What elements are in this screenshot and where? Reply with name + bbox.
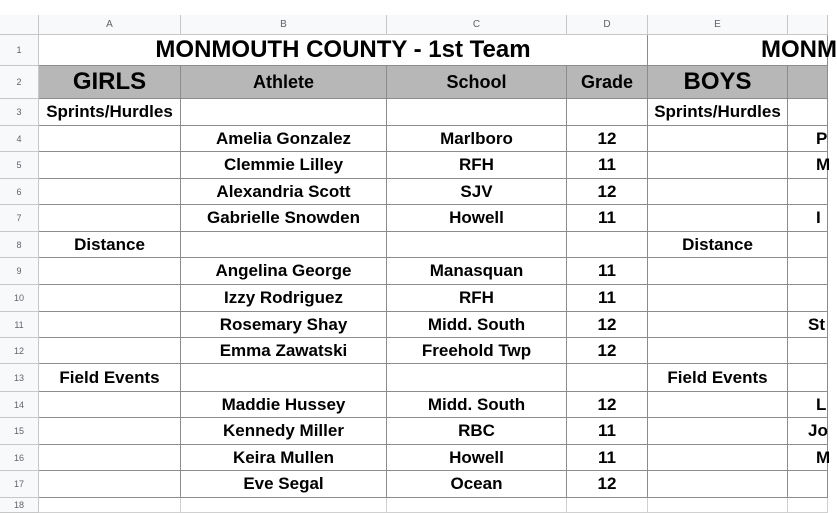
empty-cell[interactable]	[648, 312, 788, 338]
athlete-name[interactable]: Amelia Gonzalez	[181, 126, 387, 152]
athlete-grade[interactable]: 11	[567, 152, 648, 179]
empty-cell[interactable]	[648, 205, 788, 232]
athlete-grade[interactable]: 12	[567, 126, 648, 152]
athlete-grade[interactable]: 12	[567, 312, 648, 338]
athlete-grade[interactable]: 11	[567, 285, 648, 312]
athlete-grade[interactable]: 12	[567, 392, 648, 418]
boys-athlete-name[interactable]: M	[788, 445, 828, 471]
athlete-grade[interactable]: 12	[567, 471, 648, 498]
empty-cell[interactable]	[648, 179, 788, 205]
empty-cell[interactable]	[648, 258, 788, 285]
empty-cell[interactable]	[39, 445, 181, 471]
boys-athlete-name[interactable]	[788, 338, 828, 364]
column-header-c[interactable]: C	[387, 15, 567, 35]
boys-athlete-name[interactable]	[788, 179, 828, 205]
column-header-b[interactable]: B	[181, 15, 387, 35]
athlete-name[interactable]: Angelina George	[181, 258, 387, 285]
empty-cell[interactable]	[648, 285, 788, 312]
empty-cell[interactable]	[39, 205, 181, 232]
empty-cell[interactable]	[648, 445, 788, 471]
athlete-grade[interactable]: 11	[567, 205, 648, 232]
athlete-school[interactable]: Howell	[387, 205, 567, 232]
athlete-name[interactable]: Eve Segal	[181, 471, 387, 498]
row-header-4[interactable]: 4	[0, 126, 39, 152]
athlete-school[interactable]: SJV	[387, 179, 567, 205]
athlete-school[interactable]: RFH	[387, 152, 567, 179]
empty-cell[interactable]	[39, 152, 181, 179]
empty-cell[interactable]	[39, 285, 181, 312]
girls-header[interactable]: GIRLS	[39, 66, 181, 99]
row-header-5[interactable]: 5	[0, 152, 39, 179]
boys-athlete-name[interactable]	[788, 285, 828, 312]
athlete-name[interactable]: Keira Mullen	[181, 445, 387, 471]
empty-cell[interactable]	[567, 364, 648, 392]
empty-cell[interactable]	[39, 312, 181, 338]
empty-cell[interactable]	[788, 232, 828, 258]
empty-cell[interactable]	[788, 364, 828, 392]
athlete-name[interactable]: Alexandria Scott	[181, 179, 387, 205]
select-all-corner[interactable]	[0, 15, 39, 35]
empty-cell[interactable]	[567, 99, 648, 126]
athlete-school[interactable]: Ocean	[387, 471, 567, 498]
row-header-16[interactable]: 16	[0, 445, 39, 471]
row-header-18[interactable]: 18	[0, 498, 39, 513]
empty-cell[interactable]	[648, 498, 788, 513]
empty-cell[interactable]	[181, 232, 387, 258]
empty-cell[interactable]	[181, 99, 387, 126]
row-header-6[interactable]: 6	[0, 179, 39, 205]
boys-athlete-name[interactable]: Jo	[788, 418, 828, 445]
boys-section-label[interactable]: Field Events	[648, 364, 788, 392]
empty-cell[interactable]	[648, 338, 788, 364]
row-header-14[interactable]: 14	[0, 392, 39, 418]
column-header-e[interactable]: E	[648, 15, 788, 35]
empty-cell[interactable]	[567, 498, 648, 513]
section-label[interactable]: Distance	[39, 232, 181, 258]
empty-cell[interactable]	[39, 258, 181, 285]
athlete-school[interactable]: Midd. South	[387, 312, 567, 338]
empty-cell[interactable]	[387, 364, 567, 392]
row-header-9[interactable]: 9	[0, 258, 39, 285]
empty-cell[interactable]	[648, 392, 788, 418]
empty-cell[interactable]	[648, 126, 788, 152]
boys-athlete-name[interactable]: P	[788, 126, 828, 152]
boys-athlete-name[interactable]: St	[788, 312, 828, 338]
boys-section-label[interactable]: Sprints/Hurdles	[648, 99, 788, 126]
athlete-name[interactable]: Kennedy Miller	[181, 418, 387, 445]
athlete-grade[interactable]: 12	[567, 338, 648, 364]
boys-athlete-name[interactable]: I	[788, 205, 828, 232]
athlete-header[interactable]: Athlete	[181, 66, 387, 99]
section-label[interactable]: Field Events	[39, 364, 181, 392]
empty-cell[interactable]	[39, 338, 181, 364]
athlete-school[interactable]: Marlboro	[387, 126, 567, 152]
grade-header[interactable]: Grade	[567, 66, 648, 99]
column-header-d[interactable]: D	[567, 15, 648, 35]
row-header-8[interactable]: 8	[0, 232, 39, 258]
athlete-name[interactable]: Maddie Hussey	[181, 392, 387, 418]
athlete-school[interactable]: Freehold Twp	[387, 338, 567, 364]
row-header-17[interactable]: 17	[0, 471, 39, 498]
empty-cell[interactable]	[788, 498, 828, 513]
column-header-a[interactable]: A	[39, 15, 181, 35]
athlete-grade[interactable]: 12	[567, 179, 648, 205]
empty-cell[interactable]	[181, 364, 387, 392]
boys-athlete-name[interactable]: L	[788, 392, 828, 418]
athlete-school[interactable]: RFH	[387, 285, 567, 312]
girls-title[interactable]: MONMOUTH COUNTY - 1st Team	[39, 35, 648, 66]
athlete-name[interactable]: Clemmie Lilley	[181, 152, 387, 179]
row-header-11[interactable]: 11	[0, 312, 39, 338]
row-header-13[interactable]: 13	[0, 364, 39, 392]
empty-cell[interactable]	[387, 99, 567, 126]
column-header-f[interactable]	[788, 15, 828, 35]
empty-cell[interactable]	[39, 392, 181, 418]
row-header-1[interactable]: 1	[0, 35, 39, 66]
empty-cell[interactable]	[648, 418, 788, 445]
empty-cell[interactable]	[181, 498, 387, 513]
empty-cell[interactable]	[387, 232, 567, 258]
row-header-12[interactable]: 12	[0, 338, 39, 364]
boys-header[interactable]: BOYS	[648, 66, 788, 99]
athlete-grade[interactable]: 11	[567, 418, 648, 445]
boys-section-label[interactable]: Distance	[648, 232, 788, 258]
athlete-name[interactable]: Gabrielle Snowden	[181, 205, 387, 232]
athlete-grade[interactable]: 11	[567, 445, 648, 471]
athlete-school[interactable]: Howell	[387, 445, 567, 471]
section-label[interactable]: Sprints/Hurdles	[39, 99, 181, 126]
athlete-name[interactable]: Izzy Rodriguez	[181, 285, 387, 312]
boys-athlete-name[interactable]	[788, 471, 828, 498]
empty-cell[interactable]	[39, 179, 181, 205]
row-header-10[interactable]: 10	[0, 285, 39, 312]
empty-cell[interactable]	[648, 471, 788, 498]
empty-cell[interactable]	[39, 498, 181, 513]
athlete-grade[interactable]: 11	[567, 258, 648, 285]
empty-cell[interactable]	[567, 232, 648, 258]
empty-cell[interactable]	[387, 498, 567, 513]
empty-cell[interactable]	[788, 99, 828, 126]
row-header-3[interactable]: 3	[0, 99, 39, 126]
athlete-school[interactable]: Midd. South	[387, 392, 567, 418]
row-header-2[interactable]: 2	[0, 66, 39, 99]
row-header-7[interactable]: 7	[0, 205, 39, 232]
empty-cell[interactable]	[39, 418, 181, 445]
athlete-school[interactable]: Manasquan	[387, 258, 567, 285]
boys-title[interactable]: MONM	[648, 35, 828, 66]
row-header-15[interactable]: 15	[0, 418, 39, 445]
athlete-name[interactable]: Rosemary Shay	[181, 312, 387, 338]
toolbar-strip	[0, 0, 828, 15]
empty-cell[interactable]	[39, 126, 181, 152]
empty-cell[interactable]	[648, 152, 788, 179]
empty-cell[interactable]	[39, 471, 181, 498]
athlete-name[interactable]: Emma Zawatski	[181, 338, 387, 364]
school-header[interactable]: School	[387, 66, 567, 99]
boys-athlete-name[interactable]	[788, 258, 828, 285]
boys-athlete-name[interactable]: M	[788, 152, 828, 179]
boys-athlete-header[interactable]	[788, 66, 828, 99]
athlete-school[interactable]: RBC	[387, 418, 567, 445]
